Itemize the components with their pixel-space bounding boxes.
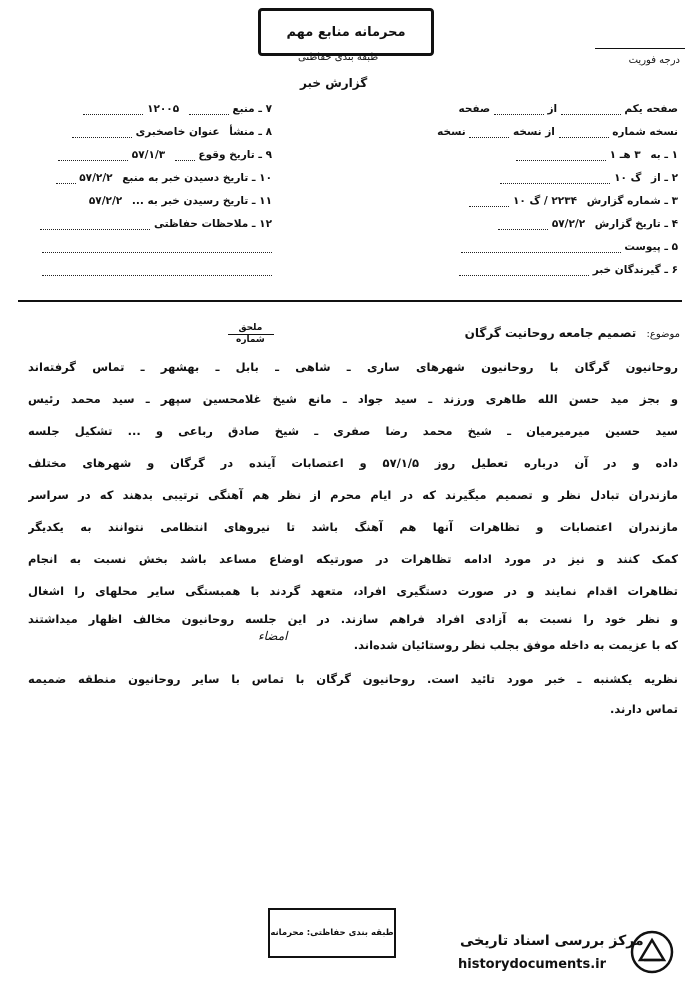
body-line: روحانیون گرگان با روحانیون شهرهای ساری ـ شاهی ـ بابل ـ بهشهر ـ تماس گرفته‌اند	[28, 360, 678, 374]
field-copy-number: نسخه شماره از نسخه نسخه	[437, 126, 678, 138]
field-recipients: ۶ ـ گیرندگان خبر	[459, 264, 678, 276]
appendix-divider	[228, 334, 274, 335]
body-line: که با عزیمت به داخله موفق بجلب نظر روستائیان شده‌اند.	[353, 638, 678, 652]
field-page-number: صفحه یکم از صفحه	[458, 103, 678, 115]
body-line: مازندران تبادل نظر و تصمیم میگیرند که در ایام محرم از نظر هم آهنگی ترتیبی بدهند که در سراسر	[28, 488, 678, 502]
subject-line: موضوع: تصمیم جامعه روحانیت گرگان	[464, 326, 680, 340]
field-security-notes: ۱۲ ـ ملاحظات حفاظتی	[40, 218, 272, 230]
field-origin: ۸ ـ منشأ عنوان خاصخبری	[72, 126, 272, 138]
body-line: کمک کنند و نیز در مورد ادامه تظاهرات در صورتیکه اوضاع مساعد باشد بخش نسبت به انجام	[28, 552, 678, 566]
field-report-number: ۳ ـ شماره گزارش ۲۲۳۴ / گ ۱۰	[469, 195, 678, 207]
field-report-date: ۴ ـ تاریخ گزارش ۵۷/۲/۲	[498, 218, 678, 230]
appendix-box: ملحق شماره	[236, 323, 265, 345]
field-from: ۲ ـ از گ ۱۰	[500, 172, 678, 184]
field-received-date: ۱۱ ـ تاریخ رسیدن خبر به ... ۵۷/۲/۲	[88, 195, 272, 207]
header-divider	[18, 300, 682, 302]
field-source-received-date: ۱۰ ـ تاریخ دسیدن خبر به منبع ۵۷/۲/۲	[56, 172, 272, 184]
field-blank-line-2	[42, 264, 272, 276]
field-blank-line-1	[42, 241, 272, 253]
report-title: گزارش خبر	[300, 76, 368, 90]
classification-label: طبقه بندی حفاظتی	[298, 52, 379, 63]
field-event-date: ۹ ـ تاریخ وقوع ۵۷/۱/۳	[58, 149, 272, 161]
field-to: ۱ ـ به ۳ هـ ۱	[516, 149, 678, 161]
field-attachment: ۵ ـ پیوست	[461, 241, 678, 253]
signature: امضاء	[258, 629, 288, 643]
body-line: و بجز مید حسن الله طاهری ورزند ـ سید جواد ـ مانع شیخ غلامحسین سپهر ـ سید محمد رئیس	[28, 392, 678, 406]
urgency-label: درجه فوریت	[628, 55, 680, 66]
field-source: ۷ ـ منبع ۱۲۰۰۵	[83, 103, 272, 115]
body-line: داده و در آن درباره تعطیل روز ۵۷/۱/۵ و اعتصابات آینده در گرگان و شهرهای مختلف	[28, 456, 678, 470]
urgency-underline	[595, 48, 685, 49]
body-line: تظاهرات اقدام نمایند و در صورت دستگیری افراد، متعهد گردند با همبستگی سایر محلهای را اشغال	[28, 584, 678, 598]
body-line: مازندران اعتصابات و تظاهرات آنها هم آهنگ باشد تا نیروهای انتظامی نتوانند به یکدیگر	[28, 520, 678, 534]
watermark-title: مرکز بررسی اسناد تاریخی	[460, 933, 644, 949]
watermark-url[interactable]: historydocuments.ir	[458, 957, 607, 972]
classification-stamp	[258, 8, 434, 56]
body-line: سید حسین میرمیرمیان ـ شیخ محمد رضا صفری ـ شیخ صادق رباعی و ... تشکیل جلسه	[28, 424, 678, 438]
stamp-text: محرمانه منابع مهم	[286, 24, 406, 40]
subject-text: تصمیم جامعه روحانیت گرگان	[464, 326, 637, 340]
bottom-classification-stamp: طبقه بندی حفاظتی: محرمانه	[268, 908, 396, 958]
body-line: و نظر خود را نسبت به آزادی افراد فراهم سازند. در این جلسه روحانیون مخالف اظهار میداشتند	[28, 612, 678, 626]
analysis-line: نظریه یکشنبه ـ خبر مورد تائید است. روحانیون گرگان با تماس با سایر روحانیون منطقه ضمیمه	[28, 672, 678, 686]
analysis-line: تماس دارند.	[609, 702, 678, 716]
